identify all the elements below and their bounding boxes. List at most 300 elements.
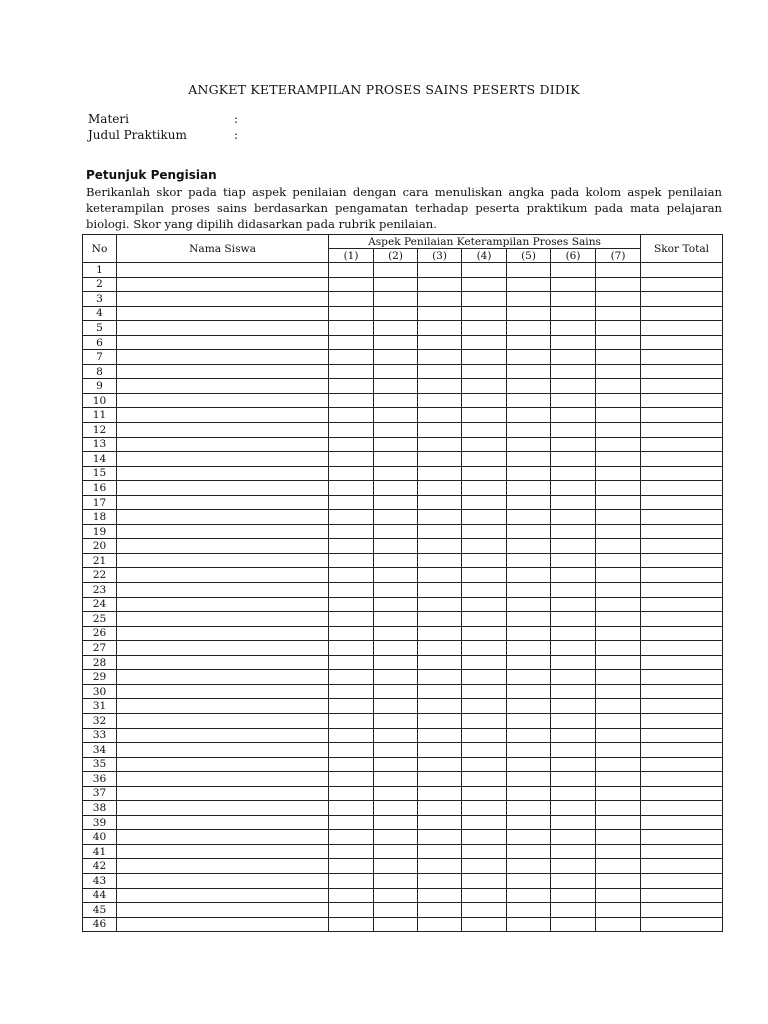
aspect-score-cell[interactable]: [329, 437, 374, 452]
aspect-score-cell[interactable]: [418, 379, 462, 394]
aspect-score-cell[interactable]: [374, 466, 418, 481]
aspect-score-cell[interactable]: [596, 830, 641, 845]
aspect-score-cell[interactable]: [418, 684, 462, 699]
aspect-score-cell[interactable]: [418, 655, 462, 670]
student-name-cell[interactable]: [117, 844, 329, 859]
aspect-score-cell[interactable]: [418, 597, 462, 612]
aspect-score-cell[interactable]: [551, 597, 596, 612]
aspect-score-cell[interactable]: [418, 364, 462, 379]
aspect-score-cell[interactable]: [551, 466, 596, 481]
aspect-score-cell[interactable]: [329, 335, 374, 350]
aspect-score-cell[interactable]: [329, 583, 374, 598]
aspect-score-cell[interactable]: [462, 684, 507, 699]
student-name-cell[interactable]: [117, 379, 329, 394]
aspect-score-cell[interactable]: [596, 553, 641, 568]
aspect-score-cell[interactable]: [596, 815, 641, 830]
aspect-score-cell[interactable]: [596, 757, 641, 772]
total-score-cell[interactable]: [641, 597, 723, 612]
aspect-score-cell[interactable]: [551, 844, 596, 859]
aspect-score-cell[interactable]: [551, 670, 596, 685]
aspect-score-cell[interactable]: [507, 350, 551, 365]
aspect-score-cell[interactable]: [596, 350, 641, 365]
aspect-score-cell[interactable]: [374, 452, 418, 467]
aspect-score-cell[interactable]: [462, 524, 507, 539]
student-name-cell[interactable]: [117, 917, 329, 932]
aspect-score-cell[interactable]: [462, 263, 507, 278]
total-score-cell[interactable]: [641, 917, 723, 932]
aspect-score-cell[interactable]: [329, 350, 374, 365]
total-score-cell[interactable]: [641, 553, 723, 568]
aspect-score-cell[interactable]: [462, 292, 507, 307]
aspect-score-cell[interactable]: [418, 437, 462, 452]
aspect-score-cell[interactable]: [374, 335, 418, 350]
aspect-score-cell[interactable]: [374, 481, 418, 496]
student-name-cell[interactable]: [117, 888, 329, 903]
aspect-score-cell[interactable]: [462, 903, 507, 918]
aspect-score-cell[interactable]: [374, 277, 418, 292]
aspect-score-cell[interactable]: [551, 772, 596, 787]
aspect-score-cell[interactable]: [329, 917, 374, 932]
aspect-score-cell[interactable]: [418, 859, 462, 874]
student-name-cell[interactable]: [117, 306, 329, 321]
total-score-cell[interactable]: [641, 524, 723, 539]
aspect-score-cell[interactable]: [329, 713, 374, 728]
aspect-score-cell[interactable]: [462, 757, 507, 772]
aspect-score-cell[interactable]: [462, 379, 507, 394]
aspect-score-cell[interactable]: [418, 873, 462, 888]
student-name-cell[interactable]: [117, 859, 329, 874]
student-name-cell[interactable]: [117, 583, 329, 598]
aspect-score-cell[interactable]: [329, 757, 374, 772]
aspect-score-cell[interactable]: [596, 684, 641, 699]
aspect-score-cell[interactable]: [329, 393, 374, 408]
aspect-score-cell[interactable]: [596, 568, 641, 583]
aspect-score-cell[interactable]: [507, 292, 551, 307]
aspect-score-cell[interactable]: [374, 379, 418, 394]
aspect-score-cell[interactable]: [329, 684, 374, 699]
aspect-score-cell[interactable]: [418, 844, 462, 859]
student-name-cell[interactable]: [117, 393, 329, 408]
aspect-score-cell[interactable]: [551, 655, 596, 670]
total-score-cell[interactable]: [641, 743, 723, 758]
aspect-score-cell[interactable]: [329, 641, 374, 656]
total-score-cell[interactable]: [641, 510, 723, 525]
aspect-score-cell[interactable]: [329, 772, 374, 787]
aspect-score-cell[interactable]: [596, 612, 641, 627]
total-score-cell[interactable]: [641, 393, 723, 408]
aspect-score-cell[interactable]: [551, 481, 596, 496]
aspect-score-cell[interactable]: [596, 873, 641, 888]
aspect-score-cell[interactable]: [462, 539, 507, 554]
aspect-score-cell[interactable]: [418, 786, 462, 801]
aspect-score-cell[interactable]: [507, 408, 551, 423]
aspect-score-cell[interactable]: [418, 670, 462, 685]
aspect-score-cell[interactable]: [329, 728, 374, 743]
aspect-score-cell[interactable]: [462, 713, 507, 728]
total-score-cell[interactable]: [641, 888, 723, 903]
aspect-score-cell[interactable]: [507, 321, 551, 336]
aspect-score-cell[interactable]: [329, 568, 374, 583]
aspect-score-cell[interactable]: [462, 873, 507, 888]
student-name-cell[interactable]: [117, 510, 329, 525]
aspect-score-cell[interactable]: [374, 350, 418, 365]
aspect-score-cell[interactable]: [374, 321, 418, 336]
total-score-cell[interactable]: [641, 321, 723, 336]
aspect-score-cell[interactable]: [329, 873, 374, 888]
aspect-score-cell[interactable]: [507, 481, 551, 496]
aspect-score-cell[interactable]: [462, 510, 507, 525]
aspect-score-cell[interactable]: [462, 597, 507, 612]
aspect-score-cell[interactable]: [551, 263, 596, 278]
aspect-score-cell[interactable]: [329, 553, 374, 568]
aspect-score-cell[interactable]: [551, 612, 596, 627]
aspect-score-cell[interactable]: [596, 379, 641, 394]
aspect-score-cell[interactable]: [462, 408, 507, 423]
total-score-cell[interactable]: [641, 728, 723, 743]
student-name-cell[interactable]: [117, 699, 329, 714]
aspect-score-cell[interactable]: [418, 888, 462, 903]
student-name-cell[interactable]: [117, 495, 329, 510]
aspect-score-cell[interactable]: [374, 684, 418, 699]
aspect-score-cell[interactable]: [596, 801, 641, 816]
student-name-cell[interactable]: [117, 903, 329, 918]
aspect-score-cell[interactable]: [596, 786, 641, 801]
aspect-score-cell[interactable]: [551, 510, 596, 525]
aspect-score-cell[interactable]: [418, 452, 462, 467]
aspect-score-cell[interactable]: [596, 481, 641, 496]
student-name-cell[interactable]: [117, 452, 329, 467]
student-name-cell[interactable]: [117, 423, 329, 438]
aspect-score-cell[interactable]: [507, 815, 551, 830]
aspect-score-cell[interactable]: [507, 277, 551, 292]
aspect-score-cell[interactable]: [507, 364, 551, 379]
aspect-score-cell[interactable]: [462, 568, 507, 583]
student-name-cell[interactable]: [117, 873, 329, 888]
aspect-score-cell[interactable]: [418, 583, 462, 598]
aspect-score-cell[interactable]: [418, 830, 462, 845]
aspect-score-cell[interactable]: [462, 466, 507, 481]
aspect-score-cell[interactable]: [596, 903, 641, 918]
aspect-score-cell[interactable]: [551, 568, 596, 583]
aspect-score-cell[interactable]: [418, 568, 462, 583]
aspect-score-cell[interactable]: [462, 699, 507, 714]
total-score-cell[interactable]: [641, 350, 723, 365]
aspect-score-cell[interactable]: [462, 844, 507, 859]
aspect-score-cell[interactable]: [596, 772, 641, 787]
aspect-score-cell[interactable]: [596, 655, 641, 670]
aspect-score-cell[interactable]: [374, 495, 418, 510]
total-score-cell[interactable]: [641, 306, 723, 321]
aspect-score-cell[interactable]: [507, 655, 551, 670]
aspect-score-cell[interactable]: [329, 466, 374, 481]
aspect-score-cell[interactable]: [551, 350, 596, 365]
aspect-score-cell[interactable]: [329, 815, 374, 830]
aspect-score-cell[interactable]: [507, 743, 551, 758]
aspect-score-cell[interactable]: [507, 670, 551, 685]
aspect-score-cell[interactable]: [507, 539, 551, 554]
aspect-score-cell[interactable]: [551, 699, 596, 714]
total-score-cell[interactable]: [641, 437, 723, 452]
aspect-score-cell[interactable]: [329, 263, 374, 278]
total-score-cell[interactable]: [641, 713, 723, 728]
aspect-score-cell[interactable]: [507, 844, 551, 859]
aspect-score-cell[interactable]: [418, 495, 462, 510]
aspect-score-cell[interactable]: [596, 466, 641, 481]
aspect-score-cell[interactable]: [596, 495, 641, 510]
aspect-score-cell[interactable]: [329, 452, 374, 467]
aspect-score-cell[interactable]: [596, 713, 641, 728]
aspect-score-cell[interactable]: [596, 335, 641, 350]
aspect-score-cell[interactable]: [374, 393, 418, 408]
aspect-score-cell[interactable]: [418, 699, 462, 714]
student-name-cell[interactable]: [117, 655, 329, 670]
aspect-score-cell[interactable]: [507, 306, 551, 321]
aspect-score-cell[interactable]: [507, 873, 551, 888]
aspect-score-cell[interactable]: [462, 859, 507, 874]
aspect-score-cell[interactable]: [374, 728, 418, 743]
aspect-score-cell[interactable]: [329, 670, 374, 685]
aspect-score-cell[interactable]: [374, 292, 418, 307]
aspect-score-cell[interactable]: [374, 859, 418, 874]
aspect-score-cell[interactable]: [596, 670, 641, 685]
aspect-score-cell[interactable]: [374, 597, 418, 612]
aspect-score-cell[interactable]: [329, 612, 374, 627]
total-score-cell[interactable]: [641, 335, 723, 350]
aspect-score-cell[interactable]: [596, 306, 641, 321]
aspect-score-cell[interactable]: [596, 408, 641, 423]
aspect-score-cell[interactable]: [329, 699, 374, 714]
aspect-score-cell[interactable]: [507, 612, 551, 627]
aspect-score-cell[interactable]: [551, 626, 596, 641]
aspect-score-cell[interactable]: [507, 713, 551, 728]
total-score-cell[interactable]: [641, 364, 723, 379]
student-name-cell[interactable]: [117, 815, 329, 830]
student-name-cell[interactable]: [117, 292, 329, 307]
aspect-score-cell[interactable]: [551, 306, 596, 321]
total-score-cell[interactable]: [641, 583, 723, 598]
aspect-score-cell[interactable]: [374, 772, 418, 787]
total-score-cell[interactable]: [641, 292, 723, 307]
aspect-score-cell[interactable]: [374, 612, 418, 627]
aspect-score-cell[interactable]: [596, 699, 641, 714]
aspect-score-cell[interactable]: [418, 743, 462, 758]
aspect-score-cell[interactable]: [329, 597, 374, 612]
aspect-score-cell[interactable]: [418, 408, 462, 423]
aspect-score-cell[interactable]: [462, 728, 507, 743]
aspect-score-cell[interactable]: [551, 437, 596, 452]
aspect-score-cell[interactable]: [462, 393, 507, 408]
aspect-score-cell[interactable]: [418, 917, 462, 932]
aspect-score-cell[interactable]: [418, 321, 462, 336]
aspect-score-cell[interactable]: [551, 335, 596, 350]
total-score-cell[interactable]: [641, 670, 723, 685]
aspect-score-cell[interactable]: [507, 379, 551, 394]
aspect-score-cell[interactable]: [507, 393, 551, 408]
aspect-score-cell[interactable]: [329, 277, 374, 292]
aspect-score-cell[interactable]: [596, 728, 641, 743]
aspect-score-cell[interactable]: [462, 277, 507, 292]
student-name-cell[interactable]: [117, 743, 329, 758]
total-score-cell[interactable]: [641, 408, 723, 423]
aspect-score-cell[interactable]: [507, 597, 551, 612]
aspect-score-cell[interactable]: [507, 423, 551, 438]
total-score-cell[interactable]: [641, 830, 723, 845]
aspect-score-cell[interactable]: [462, 772, 507, 787]
aspect-score-cell[interactable]: [551, 583, 596, 598]
aspect-score-cell[interactable]: [418, 481, 462, 496]
student-name-cell[interactable]: [117, 364, 329, 379]
aspect-score-cell[interactable]: [374, 306, 418, 321]
aspect-score-cell[interactable]: [551, 801, 596, 816]
aspect-score-cell[interactable]: [374, 713, 418, 728]
aspect-score-cell[interactable]: [462, 786, 507, 801]
aspect-score-cell[interactable]: [329, 655, 374, 670]
aspect-score-cell[interactable]: [462, 612, 507, 627]
aspect-score-cell[interactable]: [329, 801, 374, 816]
aspect-score-cell[interactable]: [329, 830, 374, 845]
total-score-cell[interactable]: [641, 757, 723, 772]
aspect-score-cell[interactable]: [462, 553, 507, 568]
total-score-cell[interactable]: [641, 495, 723, 510]
aspect-score-cell[interactable]: [507, 452, 551, 467]
aspect-score-cell[interactable]: [374, 801, 418, 816]
total-score-cell[interactable]: [641, 481, 723, 496]
aspect-score-cell[interactable]: [507, 728, 551, 743]
student-name-cell[interactable]: [117, 277, 329, 292]
aspect-score-cell[interactable]: [507, 786, 551, 801]
aspect-score-cell[interactable]: [551, 539, 596, 554]
aspect-score-cell[interactable]: [596, 263, 641, 278]
aspect-score-cell[interactable]: [551, 379, 596, 394]
aspect-score-cell[interactable]: [418, 539, 462, 554]
aspect-score-cell[interactable]: [462, 743, 507, 758]
aspect-score-cell[interactable]: [462, 583, 507, 598]
student-name-cell[interactable]: [117, 772, 329, 787]
aspect-score-cell[interactable]: [418, 713, 462, 728]
aspect-score-cell[interactable]: [374, 815, 418, 830]
aspect-score-cell[interactable]: [551, 524, 596, 539]
aspect-score-cell[interactable]: [507, 263, 551, 278]
student-name-cell[interactable]: [117, 335, 329, 350]
aspect-score-cell[interactable]: [418, 263, 462, 278]
aspect-score-cell[interactable]: [551, 393, 596, 408]
aspect-score-cell[interactable]: [418, 728, 462, 743]
aspect-score-cell[interactable]: [551, 859, 596, 874]
total-score-cell[interactable]: [641, 859, 723, 874]
aspect-score-cell[interactable]: [596, 393, 641, 408]
aspect-score-cell[interactable]: [551, 888, 596, 903]
aspect-score-cell[interactable]: [374, 873, 418, 888]
student-name-cell[interactable]: [117, 481, 329, 496]
total-score-cell[interactable]: [641, 801, 723, 816]
aspect-score-cell[interactable]: [418, 641, 462, 656]
aspect-score-cell[interactable]: [374, 888, 418, 903]
student-name-cell[interactable]: [117, 263, 329, 278]
aspect-score-cell[interactable]: [418, 466, 462, 481]
aspect-score-cell[interactable]: [507, 830, 551, 845]
aspect-score-cell[interactable]: [596, 364, 641, 379]
aspect-score-cell[interactable]: [596, 524, 641, 539]
aspect-score-cell[interactable]: [596, 917, 641, 932]
aspect-score-cell[interactable]: [507, 568, 551, 583]
aspect-score-cell[interactable]: [374, 408, 418, 423]
aspect-score-cell[interactable]: [329, 510, 374, 525]
total-score-cell[interactable]: [641, 612, 723, 627]
aspect-score-cell[interactable]: [551, 364, 596, 379]
total-score-cell[interactable]: [641, 379, 723, 394]
aspect-score-cell[interactable]: [418, 903, 462, 918]
total-score-cell[interactable]: [641, 263, 723, 278]
aspect-score-cell[interactable]: [374, 437, 418, 452]
aspect-score-cell[interactable]: [374, 917, 418, 932]
aspect-score-cell[interactable]: [329, 888, 374, 903]
aspect-score-cell[interactable]: [596, 423, 641, 438]
total-score-cell[interactable]: [641, 423, 723, 438]
aspect-score-cell[interactable]: [374, 263, 418, 278]
total-score-cell[interactable]: [641, 452, 723, 467]
total-score-cell[interactable]: [641, 568, 723, 583]
aspect-score-cell[interactable]: [418, 277, 462, 292]
aspect-score-cell[interactable]: [462, 917, 507, 932]
aspect-score-cell[interactable]: [462, 641, 507, 656]
student-name-cell[interactable]: [117, 597, 329, 612]
aspect-score-cell[interactable]: [507, 524, 551, 539]
aspect-score-cell[interactable]: [596, 626, 641, 641]
student-name-cell[interactable]: [117, 408, 329, 423]
aspect-score-cell[interactable]: [507, 335, 551, 350]
aspect-score-cell[interactable]: [374, 903, 418, 918]
aspect-score-cell[interactable]: [551, 292, 596, 307]
aspect-score-cell[interactable]: [551, 423, 596, 438]
aspect-score-cell[interactable]: [551, 743, 596, 758]
total-score-cell[interactable]: [641, 655, 723, 670]
aspect-score-cell[interactable]: [596, 539, 641, 554]
student-name-cell[interactable]: [117, 321, 329, 336]
aspect-score-cell[interactable]: [507, 917, 551, 932]
aspect-score-cell[interactable]: [596, 844, 641, 859]
aspect-score-cell[interactable]: [374, 568, 418, 583]
aspect-score-cell[interactable]: [329, 743, 374, 758]
aspect-score-cell[interactable]: [462, 437, 507, 452]
aspect-score-cell[interactable]: [551, 917, 596, 932]
student-name-cell[interactable]: [117, 641, 329, 656]
aspect-score-cell[interactable]: [551, 495, 596, 510]
student-name-cell[interactable]: [117, 786, 329, 801]
aspect-score-cell[interactable]: [418, 335, 462, 350]
aspect-score-cell[interactable]: [329, 423, 374, 438]
aspect-score-cell[interactable]: [418, 815, 462, 830]
total-score-cell[interactable]: [641, 772, 723, 787]
total-score-cell[interactable]: [641, 466, 723, 481]
aspect-score-cell[interactable]: [507, 903, 551, 918]
aspect-score-cell[interactable]: [374, 583, 418, 598]
aspect-score-cell[interactable]: [596, 859, 641, 874]
aspect-score-cell[interactable]: [329, 626, 374, 641]
student-name-cell[interactable]: [117, 713, 329, 728]
aspect-score-cell[interactable]: [551, 830, 596, 845]
total-score-cell[interactable]: [641, 699, 723, 714]
aspect-score-cell[interactable]: [551, 786, 596, 801]
student-name-cell[interactable]: [117, 670, 329, 685]
aspect-score-cell[interactable]: [596, 510, 641, 525]
aspect-score-cell[interactable]: [329, 292, 374, 307]
aspect-score-cell[interactable]: [329, 859, 374, 874]
aspect-score-cell[interactable]: [507, 510, 551, 525]
student-name-cell[interactable]: [117, 757, 329, 772]
aspect-score-cell[interactable]: [551, 684, 596, 699]
aspect-score-cell[interactable]: [551, 873, 596, 888]
aspect-score-cell[interactable]: [374, 524, 418, 539]
